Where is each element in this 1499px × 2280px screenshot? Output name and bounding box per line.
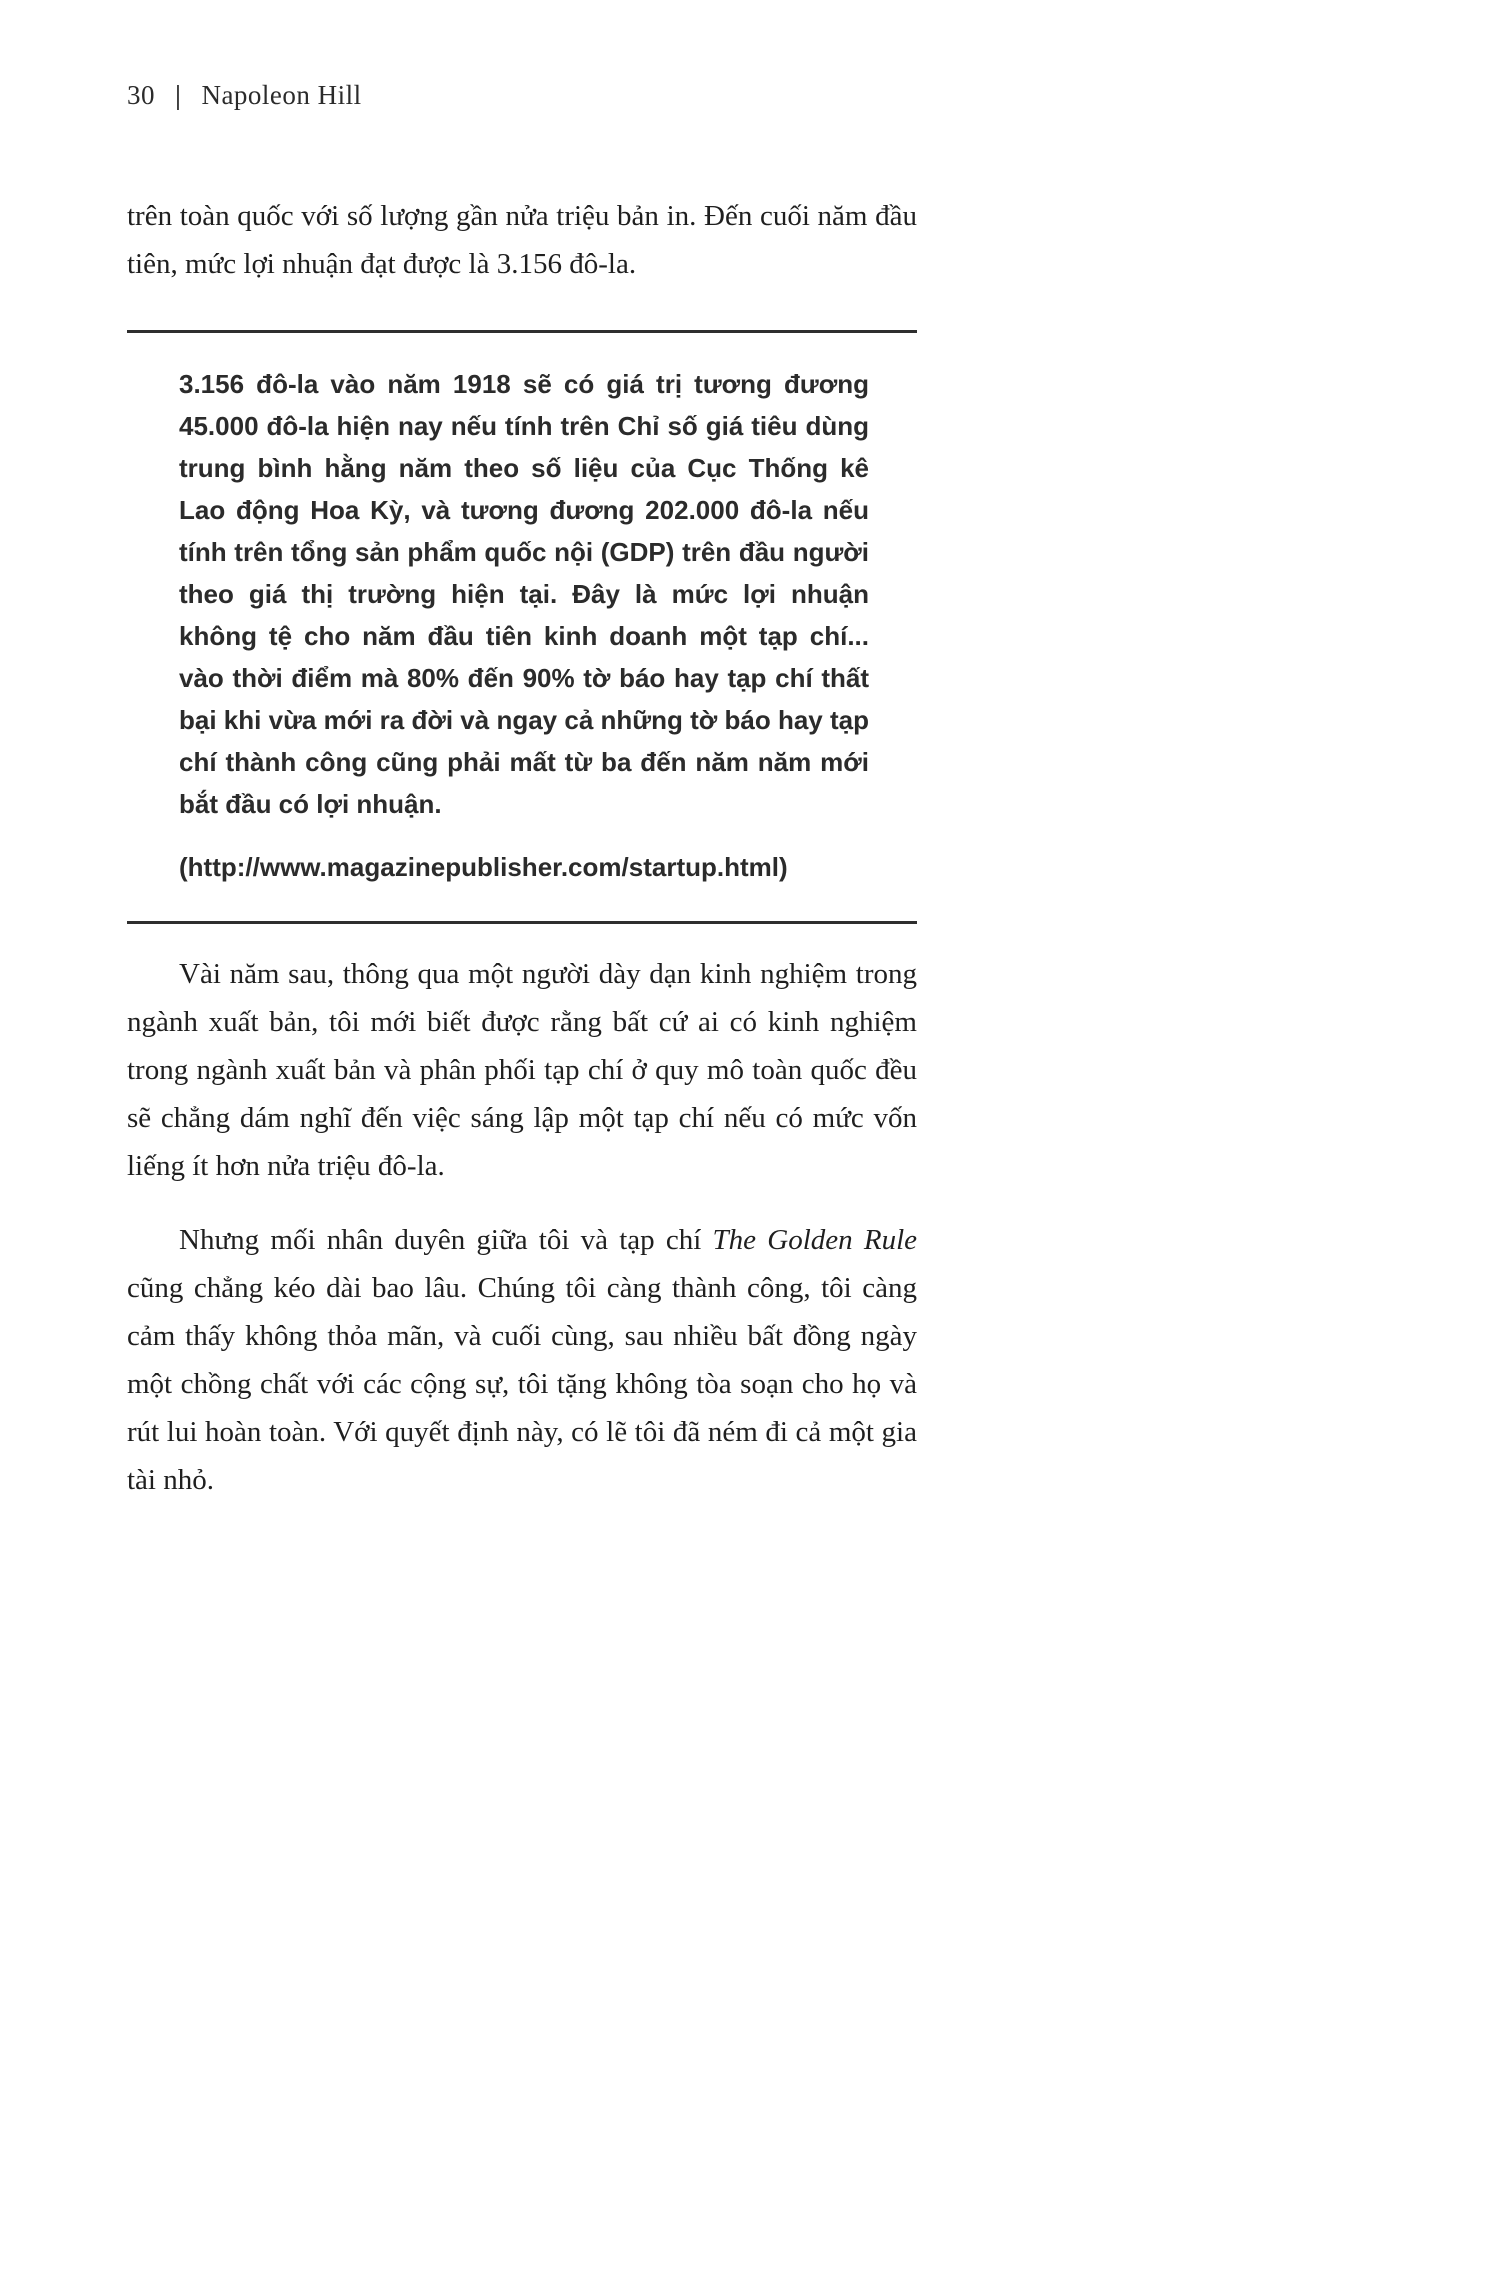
paragraph-3-lead: Nhưng mối nhân duyên giữa tôi và tạp chí <box>179 1224 713 1256</box>
page-content <box>127 192 917 1504</box>
running-title: Napoleon Hill <box>201 80 362 110</box>
paragraph-1: trên toàn quốc với số lượng gần nửa triệu bản in. Đến cuối năm đầu tiên, mức lợi nhuận đạt được là 3.156 đô-la. <box>127 200 917 280</box>
header-separator: | <box>175 80 182 110</box>
page-number: 30 <box>127 80 155 110</box>
magazine-title-italic: The Golden Rule <box>712 1224 917 1256</box>
editor-note-block <box>127 333 917 921</box>
note-paragraph: 3.156 đô-la vào năm 1918 sẽ có giá trị tương đương 45.000 đô-la hiện nay nếu tính trên Chỉ số giá tiêu dùng trung bình hằng năm theo số liệu của Cục Thống kê Lao động Hoa Kỳ, và tương đương 202.000 đô-la nếu tính trên tổng sản phẩm quốc nội (GDP) trên đầu người theo giá thị trường hiện tại. Đây là mức lợi nhuận không tệ cho năm đầu tiên kinh doanh một tạp chí... vào thời điểm mà 80% đến 90% tờ báo hay tạp chí thất bại khi vừa mới ra đời và ngay cả những tờ báo hay tạp chí thành công cũng phải mất từ ba đến năm năm mới bắt đầu có lợi nhuận. <box>179 369 869 819</box>
paragraph-3 <box>127 1216 917 1504</box>
paragraph-3-tail: cũng chẳng kéo dài bao lâu. Chúng tôi càng thành công, tôi càng cảm thấy không thỏa mãn, và cuối cùng, sau nhiều bất đồng ngày một chồng chất với các cộng sự, tôi tặng không tòa soạn cho họ và rút lui hoàn toàn. Với quyết định này, có lẽ tôi đã ném đi cả một gia tài nhỏ. <box>127 1272 917 1496</box>
paragraph-2: Vài năm sau, thông qua một người dày dạn kinh nghiệm trong ngành xuất bản, tôi mới biết được rằng bất cứ ai có kinh nghiệm trong ngành xuất bản và phân phối tạp chí ở quy mô toàn quốc đều sẽ chẳng dám nghĩ đến việc sáng lập một tạp chí nếu có mức vốn liếng ít hơn nửa triệu đô-la. <box>127 958 917 1182</box>
note-bottom-rule <box>127 921 917 924</box>
page-header <box>127 80 362 111</box>
note-source-url: (http://www.magazinepublisher.com/startup.html) <box>179 852 788 882</box>
